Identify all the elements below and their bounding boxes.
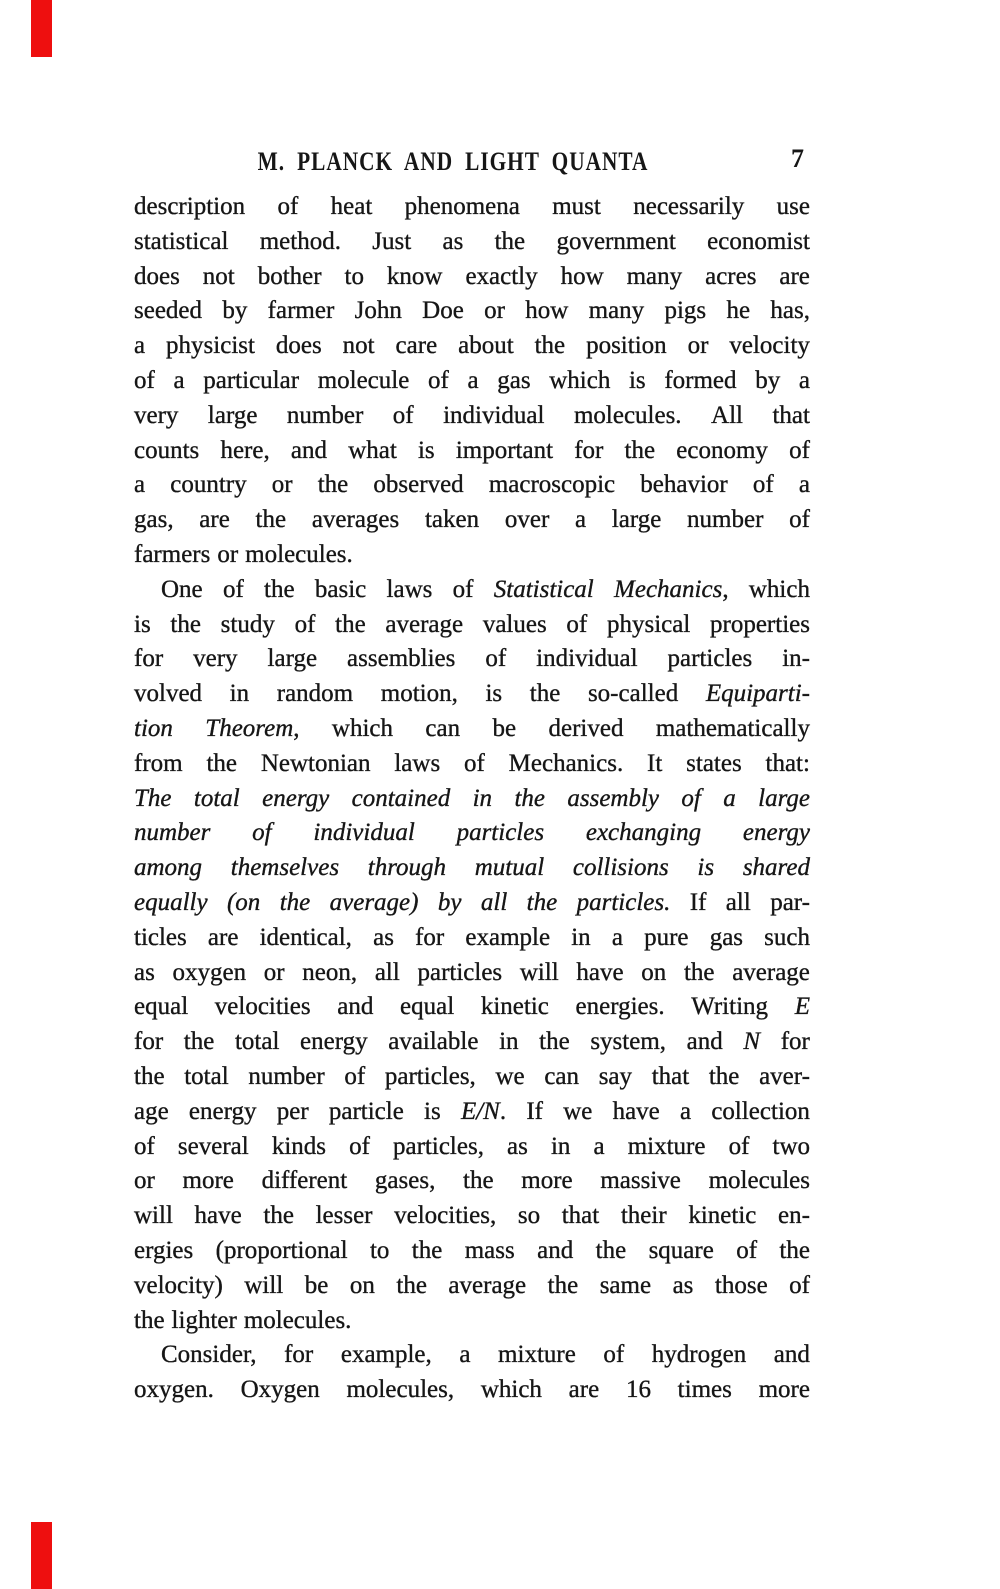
text-line: of several kinds of particles, as in a mixture of two [134, 1132, 810, 1160]
page-number: 7 [791, 144, 804, 173]
text-line: will have the lesser velocities, so that their kinetic en- [134, 1202, 810, 1230]
paragraph [134, 1338, 810, 1408]
text-line: gas, are the averages taken over a large number of [134, 506, 810, 534]
text-line: farmers or molecules. [134, 540, 353, 568]
text-line: tion Theorem, which can be derived mathematically [134, 714, 810, 742]
red-scan-mark-top [31, 0, 52, 57]
text-line: age energy per particle is E/N. If we have a collection [134, 1097, 810, 1125]
text-line: among themselves through mutual collisions is shared [134, 854, 810, 882]
text-line: statistical method. Just as the government economist [134, 227, 810, 255]
page-header-title: M. PLANCK AND LIGHT QUANTA [257, 147, 649, 176]
text-line: of a particular molecule of a gas which is formed by a [134, 366, 810, 394]
text-line: the total number of particles, we can say that the aver- [134, 1062, 810, 1090]
text-line: as oxygen or neon, all particles will have on the average [134, 958, 810, 986]
red-scan-mark-bottom [31, 1522, 52, 1589]
text-line: a country or the observed macroscopic behavior of a [134, 471, 810, 499]
text-line: for the total energy available in the system, and N for [134, 1028, 810, 1056]
text-line: from the Newtonian laws of Mechanics. It states that: [134, 749, 810, 777]
text-line: description of heat phenomena must necessarily use [134, 193, 810, 220]
text-line: number of individual particles exchanging energy [134, 819, 810, 847]
text-line: equally (on the average) by all the particles. If all par- [134, 888, 810, 916]
text-line: seeded by farmer John Doe or how many pigs he has, [134, 297, 810, 325]
text-line: does not bother to know exactly how many acres are [134, 262, 810, 290]
text-line: a physicist does not care about the position or velocity [134, 332, 810, 360]
text-line: velocity) will be on the average the same as those of [134, 1271, 810, 1299]
text-line: is the study of the average values of physical properties [134, 610, 810, 638]
text-line: volved in random motion, is the so-called Equiparti- [134, 680, 810, 708]
text-line: for very large assemblies of individual particles in- [134, 645, 810, 673]
text-line: counts here, and what is important for the economy of [134, 436, 810, 464]
text-line: very large number of individual molecules. All that [134, 401, 810, 429]
text-line: or more different gases, the more massive molecules [134, 1167, 810, 1195]
text-line: oxygen. Oxygen molecules, which are 16 times more [134, 1376, 810, 1404]
text-line: ergies (proportional to the mass and the square of the [134, 1236, 810, 1264]
text-line: Consider, for example, a mixture of hydrogen and [161, 1341, 810, 1369]
paragraph [134, 573, 810, 1339]
body-text [134, 190, 810, 1408]
text-line: equal velocities and equal kinetic energies. Writing E [134, 993, 810, 1021]
text-line: the lighter molecules. [134, 1306, 352, 1334]
text-line: One of the basic laws of Statistical Mechanics, which [161, 575, 810, 603]
text-line: ticles are identical, as for example in a pure gas such [134, 923, 810, 951]
paragraph [134, 190, 810, 573]
text-line: The total energy contained in the assembly of a large [134, 784, 810, 812]
